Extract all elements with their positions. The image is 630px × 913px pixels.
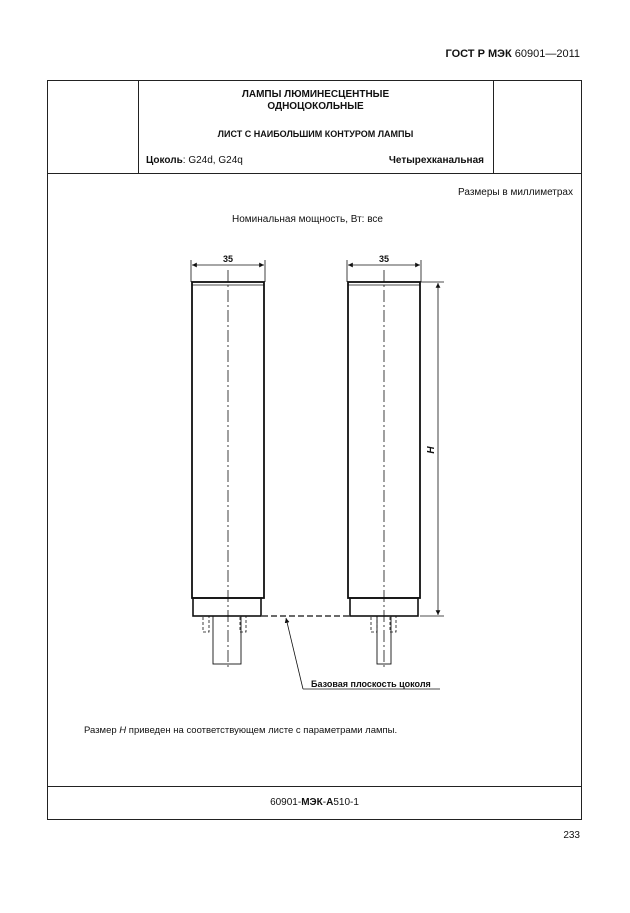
sheet-title: ЛИСТ С НАИБОЛЬШИМ КОНТУРОМ ЛАМПЫ — [217, 129, 414, 139]
lamp-right — [347, 260, 421, 668]
standard-number: 60901—2011 — [514, 48, 580, 60]
channel-type: Четырехканальная — [388, 155, 484, 166]
title-line-1: ЛАМПЫ ЛЮМИНЕСЦЕНТНЫЕ — [241, 89, 390, 100]
code-prefix: 60901- — [270, 797, 302, 808]
code-org: МЭК — [301, 797, 323, 808]
base-plane-label: Базовая плоскость цоколя — [311, 679, 431, 689]
width-label-left: 35 — [222, 254, 234, 264]
page-number: 233 — [563, 830, 580, 841]
note-variable: H — [119, 725, 127, 736]
width-label-right: 35 — [378, 254, 390, 264]
power-note: Номинальная мощность, Вт: все — [232, 214, 383, 225]
sheet-code — [47, 797, 582, 808]
code-letter: A — [326, 797, 334, 808]
title-line-2: ОДНОЦОКОЛЬНЫЕ — [267, 101, 364, 112]
note-prefix: Размер — [84, 725, 120, 736]
lamp-left — [191, 260, 265, 668]
code-separator: - — [322, 797, 327, 808]
code-suffix: 510-1 — [333, 797, 359, 808]
note-suffix: приведен на соответствующем листе с параметрами лампы. — [126, 725, 398, 736]
standard-prefix: ГОСТ Р МЭК — [445, 48, 512, 60]
base-label: Цоколь — [146, 155, 183, 166]
dimensions-note: Размеры в миллиметрах — [458, 187, 573, 198]
base-value: : G24d, G24q — [182, 155, 243, 166]
height-note — [84, 725, 397, 736]
height-label: H — [426, 446, 437, 454]
